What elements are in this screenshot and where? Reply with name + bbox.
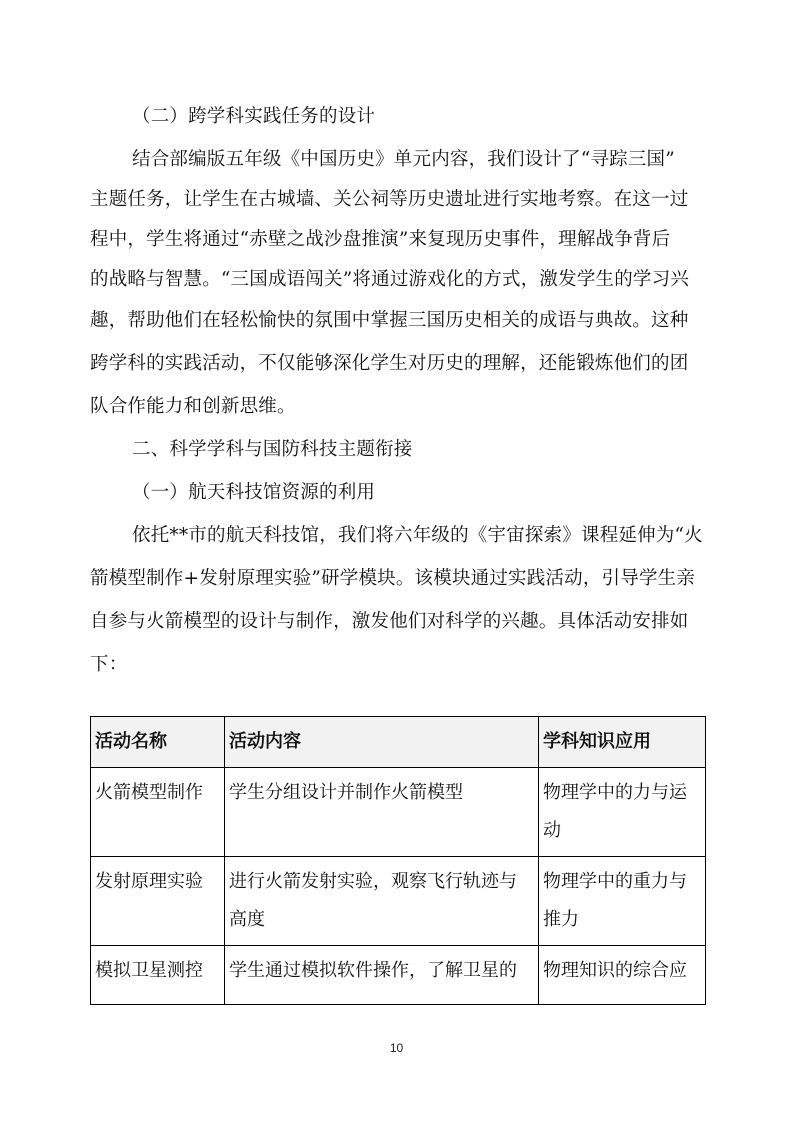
section-heading-cross-discipline: （二）跨学科实践任务的设计 [132, 106, 376, 127]
paragraph-line: 自参与火箭模型的设计与制作，激发他们对科学的兴趣。具体活动安排如 [90, 611, 689, 632]
table-row [91, 768, 706, 857]
header-subject-knowledge: 学科知识应用 [539, 717, 706, 768]
paragraph-line: 跨学科的实践活动，不仅能够深化学生对历史的理解，还能锻炼他们的团 [90, 353, 689, 374]
paragraph-line: 程中，学生将通过“赤壁之战沙盘推演”来复现历史事件，理解战争背后 [90, 229, 671, 250]
table-row [91, 946, 706, 1005]
cell-activity-name: 发射原理实验 [91, 857, 225, 946]
paragraph-line: 结合部编版五年级《中国历史》单元内容，我们设计了“寻踪三国” [132, 149, 675, 170]
activity-table [90, 716, 706, 1005]
paragraph-line: 依托**市的航天科技馆，我们将六年级的《宇宙探索》课程延伸为“火 [132, 525, 703, 546]
cell-subject-knowledge: 物理学中的力与运动 [539, 768, 706, 857]
paragraph-line: 箭模型制作+发射原理实验”研学模块。该模块通过实践活动，引导学生亲 [90, 568, 696, 589]
section-heading-aerospace-museum: （一）航天科技馆资源的利用 [132, 482, 376, 503]
section-heading-science-defense: 二、科学学科与国防科技主题衔接 [132, 439, 413, 460]
cell-activity-content: 学生分组设计并制作火箭模型 [225, 768, 539, 857]
cell-activity-content: 进行火箭发射实验，观察飞行轨迹与高度 [225, 857, 539, 946]
cell-activity-content: 学生通过模拟软件操作，了解卫星的 [225, 946, 539, 1005]
cell-subject-knowledge: 物理知识的综合应 [539, 946, 706, 1005]
paragraph-line: 主题任务，让学生在古城墙、关公祠等历史遗址进行实地考察。在这一过 [90, 189, 689, 210]
header-activity-name: 活动名称 [91, 717, 225, 768]
table-header-row [91, 717, 706, 768]
table-row [91, 857, 706, 946]
paragraph-line: 的战略与智慧。“三国成语闯关”将通过游戏化的方式，激发学生的学习兴 [90, 269, 690, 290]
paragraph-line: 下： [90, 654, 128, 675]
paragraph-line: 趣，帮助他们在轻松愉快的氛围中掌握三国历史相关的成语与典故。这种 [90, 310, 689, 331]
paragraph-line: 队合作能力和创新思维。 [90, 396, 296, 417]
cell-activity-name: 模拟卫星测控 [91, 946, 225, 1005]
header-activity-content: 活动内容 [225, 717, 539, 768]
cell-subject-knowledge: 物理学中的重力与推力 [539, 857, 706, 946]
page-number: 10 [389, 1041, 404, 1055]
cell-activity-name: 火箭模型制作 [91, 768, 225, 857]
